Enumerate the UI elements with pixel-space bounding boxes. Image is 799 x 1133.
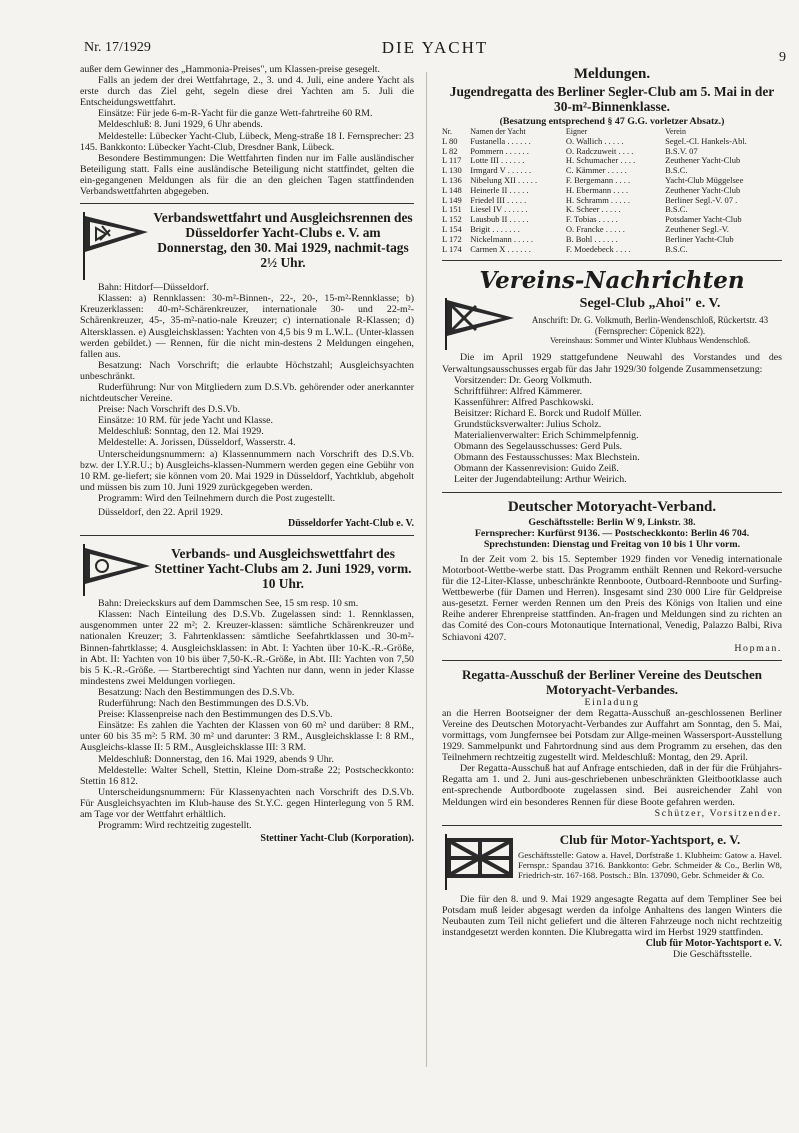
table-header: Namen der Yacht bbox=[470, 127, 526, 137]
table-cell: H. Ebermann . . . . bbox=[565, 184, 629, 195]
table-cell: L 136 bbox=[442, 175, 462, 186]
entry-table bbox=[442, 127, 782, 254]
table-cell: Yacht-Club Müggelsee bbox=[665, 175, 744, 186]
syc-section bbox=[80, 542, 414, 844]
signature: Hopman. bbox=[734, 642, 782, 654]
section-rule bbox=[80, 535, 414, 536]
table-cell: L 172 bbox=[442, 233, 462, 244]
table-cell: F. Tobias . . . . . bbox=[565, 214, 618, 225]
cfm-heading: Club für Motor-Yachtsport, e. V. bbox=[559, 831, 741, 847]
club-burgee-icon bbox=[442, 296, 518, 352]
table-cell: Zeuthener Yacht-Club bbox=[665, 184, 741, 195]
regatta-section bbox=[442, 667, 782, 819]
meldungen-title: Jugendregatta des Berliner Segler-Club am 5. Mai in der 30-m²-Binnenklasse. bbox=[449, 84, 775, 114]
table-cell: L 130 bbox=[442, 165, 462, 176]
table-cell: L 149 bbox=[442, 194, 462, 205]
table-cell: L 154 bbox=[442, 224, 462, 235]
right-column bbox=[442, 64, 782, 960]
table-cell: O. Wallich . . . . . bbox=[565, 135, 624, 146]
table-cell: Friedel III . . . . . bbox=[470, 194, 527, 205]
list-item: Obmann der Kassenrevision: Guido Zeiß. bbox=[454, 463, 619, 475]
page-header bbox=[84, 38, 786, 65]
table-cell: Carmen X . . . . . . bbox=[470, 243, 531, 254]
regatta-subtitle: Einladung bbox=[584, 696, 640, 708]
dmv-hours: Sprechstunden: Dienstag und Freitag von 10 bis 1 Uhr vorm. bbox=[483, 538, 741, 550]
dyc-section bbox=[80, 210, 414, 529]
paragraph: Unterscheidungsnummern: a) Klassennummern nach Vorschrift des D.S.Vb. bzw. der I.Y.R.U.; b) Ausgleichs-klassen-Nummern werden gegen eine Gebühr von 10 RM. ge-liefert; sie können vom 20. Mai 1929 in Düsseldorf, Yachtklub, abgeholt und müssen bis zum 10. Juni 1929 zurückgegeben werden. bbox=[80, 448, 414, 493]
left-column bbox=[80, 64, 414, 844]
table-cell: L 151 bbox=[442, 204, 462, 215]
club-burgee-icon bbox=[80, 210, 152, 282]
table-cell: Berliner Segl.-V. 07 . bbox=[665, 194, 738, 205]
signature-office: Die Geschäftsstelle. bbox=[673, 949, 752, 961]
column-divider bbox=[426, 72, 427, 1067]
table-cell: B.S.V. 07 bbox=[665, 145, 698, 156]
paragraph: außer dem Gewinner des „Hammonia-Preises", um Klassen-preise gesegelt. bbox=[80, 64, 380, 75]
paragraph: Preise: Nach Vorschrift des D.S.Vb. bbox=[98, 404, 240, 416]
table-cell: L 174 bbox=[442, 243, 462, 254]
list-item: Grundstücksverwalter: Julius Scholz. bbox=[454, 419, 602, 431]
table-cell: B.S.C. bbox=[665, 204, 688, 215]
dmv-phone: Fernsprecher: Kurfürst 9136. — Postscheckkonto: Berlin 46 704. bbox=[474, 527, 750, 539]
table-cell: Brigit . . . . . . . bbox=[470, 224, 520, 235]
entry-table-body bbox=[442, 137, 782, 255]
table-cell: Berliner Yacht-Club bbox=[665, 233, 734, 244]
paragraph: Klassen: Nach Einteilung des D.S.Vb. Zugelassen sind: 1. Rennklassen, ausgenommen unter 22 m²; 2. Kreuzer-klassen: sämtliche Schärenkreuzer und nationalen Kreuzer; 3. Fahrtenklassen: sämtliche Seefahrtklassen und 30-m²-Binnen-fahrtklasse; 4. Ausgleichsklassen: in Abt. I: Yachten über 10-K.-R.-Größe, in Abt. II: Yachten von 10 bis über 7,50-K.-R.-Größe, in Abt. III: Yachten von 7,50 bis 5 K.-R.-Größe. — Startberechtigt sind Yachten nur dann, wenn in jeder Klasse mindestens zwei Meldungen vorliegen. bbox=[80, 609, 414, 687]
syc-title: Verbands- und Ausgleichswettfahrt des Stettiner Yacht-Clubs am 2. Juni 1929, vorm. 10 Uhr. bbox=[154, 546, 412, 592]
dyc-title: Verbandswettfahrt und Ausgleichsrennen des Düsseldorfer Yacht-Clubs e. V. am Donnerstag, den 30. Mai 1929, nachmit-tags 2½ Uhr. bbox=[153, 210, 413, 271]
table-cell: Nibelung XII . . . . . bbox=[470, 175, 538, 186]
table-cell: H. Schumacher . . . . bbox=[565, 155, 636, 166]
paragraph: Meldeschluß: Donnerstag, den 16. Mai 1929, abends 9 Uhr. bbox=[98, 753, 334, 765]
list-item: Obmann des Segelausschusses: Gerd Puls. bbox=[454, 441, 623, 453]
table-cell: Irmgard V . . . . . . bbox=[470, 165, 532, 176]
club-name: Segel-Club „Ahoi" e. V. bbox=[579, 296, 721, 312]
cfm-section bbox=[442, 832, 782, 961]
paragraph: Programm: Wird den Teilnehmern durch die Post zugestellt. bbox=[98, 492, 336, 504]
table-cell: L 80 bbox=[442, 135, 458, 146]
table-cell: L 152 bbox=[442, 214, 462, 225]
section-rule bbox=[442, 660, 782, 661]
paragraph: In der Zeit vom 2. bis 15. September 1929 finden vor Venedig internationale Motorboot-Wettbe-werbe statt. Das Programm enthält Rennen und Rekord-versuche für die 12-Liter-Klasse, unbeschränkte Rennboote, Outboard-Rennboote und Surfing-Wettbewerbe (für Damen und Herren). Insgesamt sind 230 000 Lire für Geldpreise aus-gesetzt. Ferner werden Rennen um den Preis des Königs von Italien und eine Reihe anderer Ehrenpreise stattfinden. An-fragen und Meldungen sind zu richten an das Comité des Con-cours Motonautique International, Venedig, Palazzo Balbi, Riva Schiavoni 4207. bbox=[442, 553, 782, 643]
officer-list bbox=[442, 375, 782, 486]
table-cell: Fustanella . . . . . . bbox=[470, 135, 531, 146]
table-cell: C. Kämmer . . . . . bbox=[565, 165, 627, 176]
table-cell: Zeuthener Segl.-V. bbox=[665, 224, 729, 235]
list-item: Leiter der Jugendabteilung: Arthur Weirich. bbox=[454, 474, 627, 486]
table-cell: K. Scheer . . . . . bbox=[565, 204, 621, 215]
paragraph: an die Herren Bootseigner der dem Regatta-Ausschuß an-geschlossenen Berliner Vereine des Deutschen Motoryacht-Verbandes zur Auffahrt am Sonntag, den 5. Mai, vormittags, vom Jungfernsee bei Potsdam zur Allge-meinen Wassersport-Ausstellung 1929. Sammelpunkt und Fahrtordnung sind aus dem Programm zu ersehen, das den Teilnehmern rechtzeitig zugestellt wird. Meldeschluß: Montag, den 29. April. bbox=[442, 707, 782, 764]
table-cell: B. Bohl . . . . . . bbox=[565, 233, 618, 244]
paragraph: Einsätze: Für jede 6-m-R-Yacht für die ganze Wett-fahrtreihe 60 RM. bbox=[98, 108, 373, 120]
paragraph: Meldestelle: Walter Schell, Stettin, Kleine Dom-straße 22; Postscheckkonto: Stettin 16 812. bbox=[80, 764, 414, 787]
journal-title: DIE YACHT bbox=[381, 38, 489, 57]
list-item: Kassenführer: Alfred Paschkowski. bbox=[454, 396, 594, 408]
table-cell: Segel.-Cl. Hankels-Abl. bbox=[665, 135, 747, 146]
meldungen-heading: Meldungen. bbox=[573, 66, 651, 82]
table-cell: H. Schramm . . . . . bbox=[565, 194, 631, 205]
section-rule bbox=[442, 825, 782, 826]
table-cell: F. Moedebeck . . . . bbox=[565, 243, 631, 254]
table-cell: F. Bergemann . . . . bbox=[565, 175, 631, 186]
table-cell: L 148 bbox=[442, 184, 462, 195]
dmv-office: Geschäftsstelle: Berlin W 9, Linkstr. 38. bbox=[528, 516, 696, 528]
table-cell: Zeuthener Yacht-Club bbox=[665, 155, 741, 166]
table-cell: O. Radczuweit . . . . bbox=[565, 145, 634, 156]
paragraph: Einsätze: Es zahlen die Yachten der Klassen von 60 m² und darüber: 8 RM., unter 60 bis 35 m²: 5 RM. 30 m² und darunter: 3 RM., Ausgleichsklasse I: 8 RM., Ausgleichs-klasse II: 5 RM., Ausgleichsklasse III: 3 RM. bbox=[80, 720, 414, 754]
table-cell: Potsdamer Yacht-Club bbox=[665, 214, 742, 225]
table-header: Eigner bbox=[565, 127, 588, 137]
table-cell: Lotte III . . . . . . bbox=[470, 155, 525, 166]
paragraph: Programm: Wird rechtzeitig zugestellt. bbox=[98, 820, 252, 832]
list-item: Obmann des Festausschusses: Max Blechstein. bbox=[454, 452, 640, 464]
table-cell: Heinerle II . . . . . bbox=[470, 184, 529, 195]
table-cell: Liesel IV . . . . . . bbox=[470, 204, 528, 215]
table-cell: L 82 bbox=[442, 145, 458, 156]
dateline: Düsseldorf, den 22. April 1929. bbox=[98, 507, 223, 518]
list-item: Vorsitzender: Dr. Georg Volkmuth. bbox=[454, 374, 592, 386]
paragraph: Besondere Bestimmungen: Die Wettfahrten finden nur im Falle ausländischer Beteiligung statt. Falls eine ausländische Beteiligung nicht stattfindet, gelten die ein-gegangenen Meldungen als für die an den gleichen Tagen stattfindenden Verbandswettfahrten abgegeben. bbox=[80, 152, 414, 198]
list-item: Beisitzer: Richard E. Borck und Rudolf Müller. bbox=[454, 407, 642, 419]
paragraph: Besatzung: Nach den Bestimmungen des D.S.Vb. bbox=[98, 686, 295, 698]
list-item: Materialienverwalter: Erich Schimmelpfennig. bbox=[454, 430, 639, 442]
club-house: Vereinshaus: Sommer und Winter Klubhaus Wendenschloß. bbox=[549, 336, 751, 346]
section-rule bbox=[80, 203, 414, 204]
table-cell: B.S.C. bbox=[665, 165, 688, 176]
paragraph: Der Regatta-Ausschuß hat auf Anfrage entschieden, daß in der für die Frühjahrs-Regatta am 1. und 2. Juni aus-geschriebenen unbeschränkten Gleitbootklasse auch ent-sprechende Autbordboote zugelassen sind. Bei ausreichender Zahl von Meldungen wird ein besonderes Rennen für diese Boote gefahren werden. bbox=[442, 763, 782, 808]
table-row bbox=[442, 245, 782, 255]
club-address: Anschrift: Dr. G. Volkmuth, Berlin-Wendenschloß, Rückertstr. 43 (Fernsprecher: Cöpenick 822). bbox=[531, 315, 769, 336]
paragraph: Meldestelle: A. Jorissen, Düsseldorf, Wasserstr. 4. bbox=[98, 437, 296, 449]
signature: Stettiner Yacht-Club (Korporation). bbox=[260, 833, 414, 845]
section-rule bbox=[442, 260, 782, 261]
regatta-heading: Regatta-Ausschuß der Berliner Vereine des Deutschen Motoryacht-Verbandes. bbox=[461, 666, 763, 697]
page-number: 9 bbox=[779, 50, 786, 65]
paragraph: Besatzung: Nach Vorschrift; die erlaubte Höchstzahl; Ausgleichsyachten unbeschränkt. bbox=[80, 359, 414, 382]
meldungen-section bbox=[442, 66, 782, 254]
paragraph: Preise: Klassenpreise nach den Bestimmungen des D.S.Vb. bbox=[98, 709, 333, 721]
paragraph: Ruderführung: Nur von Mitgliedern zum D.S.Vb. gehörender oder anerkannter nichtdeutscher Vereine. bbox=[80, 381, 414, 405]
club-burgee-icon bbox=[442, 832, 518, 892]
table-cell: B.S.C. bbox=[665, 243, 688, 254]
paragraph: Bahn: Hitdorf—Düsseldorf. bbox=[98, 282, 209, 294]
hammonia-section bbox=[80, 64, 414, 197]
paragraph: Klassen: a) Rennklassen: 30-m²-Binnen-, 22-, 20-, 15-m²-Rennklasse; b) Kreuzerklassen: 40-m²-Schärenkreuzer, internationale 30- und 22-m²-Schärenkreuzer, 45-, 35-m²-natio-nale Kreuzer; c) internationale R-Klassen; d) Altersklassen. e) Ausgleichsklassen: Yachten von 4,5 bis 9 m L.W.L. (Unter-klassen werden gebildet.) — Rennen, für die nicht min-destens 2 Meldungen eingehen, fallen aus. bbox=[80, 293, 414, 360]
dmv-heading: Deutscher Motoryacht-Verband. bbox=[507, 498, 717, 515]
table-header: Nr. bbox=[442, 127, 452, 137]
table-header: Verein bbox=[665, 127, 687, 137]
vereins-section bbox=[442, 267, 782, 485]
paragraph: Ruderführung: Nach den Bestimmungen des D.S.Vb. bbox=[98, 698, 309, 710]
club-burgee-icon bbox=[80, 542, 152, 598]
issue-number: Nr. 17/1929 bbox=[84, 40, 151, 55]
signature: Düsseldorfer Yacht-Club e. V. bbox=[287, 518, 414, 530]
paragraph: Die für den 8. und 9. Mai 1929 angesagte Regatta auf dem Templiner See bei Potsdam muß leider abgesagt werden da infolge Anhaltens des langen Winters die Neubauten zum Teil nicht geliefert und die älteren Fahrzeuge noch nicht rechtzeitig instandgesetzt werden konnten. Die Klubregatta wird im Herbst 1929 stattfinden. bbox=[442, 893, 782, 939]
paragraph: Meldeschluß: 8. Juni 1929, 6 Uhr abends. bbox=[98, 119, 263, 131]
list-item: Schriftführer: Alfred Kämmerer. bbox=[454, 385, 583, 397]
paragraph: Falls an jedem der drei Wettfahrtage, 2., 3. und 4. Juli, eine andere Yacht als erste durch das Ziel geht, segeln diese drei Yachten am 5. Juli die Entscheidungswettfahrt. bbox=[80, 75, 414, 109]
section-rule bbox=[442, 492, 782, 493]
signature: Schützer, Vorsitzender. bbox=[654, 807, 782, 819]
paragraph: Meldestelle: Lübecker Yacht-Club, Lübeck, Meng-straße 18 I. Fernsprecher: 23 145. Bankkonto: Lübecker Yacht-Club, Dresdner Bank, Lübeck. bbox=[80, 130, 414, 153]
paragraph: Meldeschluß: Sonntag, den 12. Mai 1929. bbox=[98, 426, 264, 438]
table-cell: O. Francke . . . . . bbox=[565, 224, 625, 235]
table-cell: Pommern . . . . . . bbox=[470, 145, 529, 156]
signature: Club für Motor-Yachtsport e. V. bbox=[645, 938, 782, 950]
table-cell: Nickelmann . . . . . bbox=[470, 233, 534, 244]
cfm-address: Geschäftsstelle: Gatow a. Havel, Dorfstraße 1. Klubheim: Gatow a. Havel. Fernspr.: Spandau 3716. Bankkonto: Gebr. Schmeider & Co., Berlin W8, Friedrich-str. 167-168. Postsch.: Bln. 137090, Gebr. Schmeider & Co. bbox=[518, 849, 782, 881]
paragraph: Die im April 1929 stattgefundene Neuwahl des Vorstandes und des Verwaltungsausschusses ergab für das Jahr 1929/30 folgende Zusammensetzung: bbox=[442, 352, 782, 375]
dmv-section bbox=[442, 499, 782, 654]
paragraph: Unterscheidungsnummern: Für Klassenyachten nach Vorschrift des D.S.Vb. Für Ausgleichsyachten im Klub-hause des St.Y.C. gegen Hinterlegung von 5 RM. am Tage vor der Wettfahrt erhältlich. bbox=[80, 786, 414, 820]
table-cell: L 117 bbox=[442, 155, 462, 166]
table-cell: Lausbub II . . . . . bbox=[470, 214, 529, 225]
vereins-heading: Vereins-Nachrichten bbox=[479, 267, 745, 295]
paragraph: Einsätze: 10 RM. für jede Yacht und Klasse. bbox=[98, 415, 273, 427]
meldungen-subtitle: (Besatzung entsprechend § 47 G.G. vorletzer Absatz.) bbox=[499, 116, 725, 127]
paragraph: Bahn: Dreieckskurs auf dem Dammschen See, 15 sm resp. 10 sm. bbox=[98, 598, 359, 610]
